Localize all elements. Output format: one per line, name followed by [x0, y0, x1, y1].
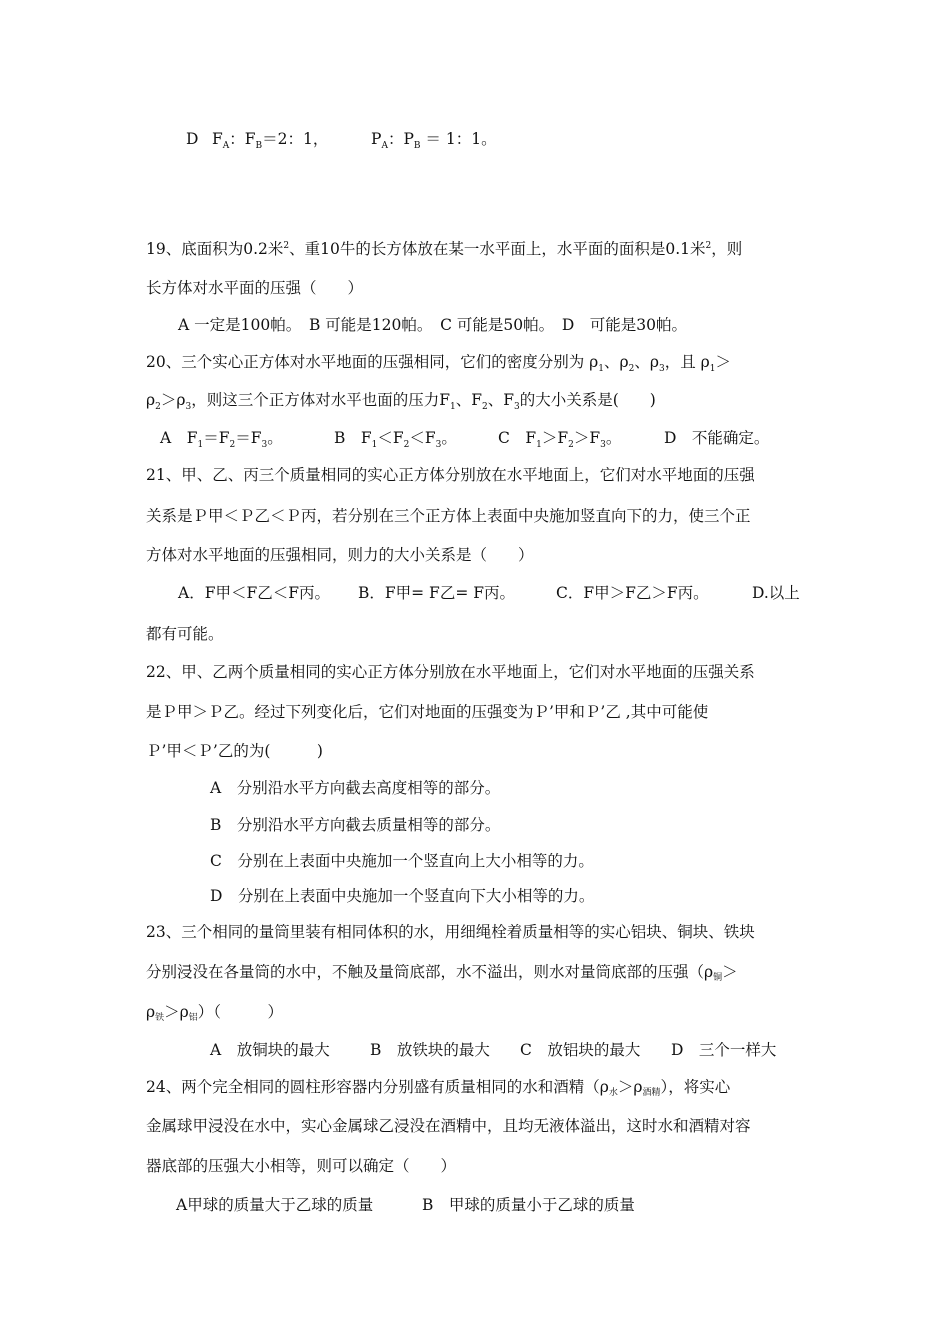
q22-option-d: D 分别在上表面中央施加一个竖直向下大小相等的力。	[210, 887, 595, 905]
q21-line-5: 都有可能。	[146, 625, 224, 643]
q19-stem-line-1: 19、底面积为0.2米$^2$、重10牛的长方体放在某一水平面上，水平面的面积是0.1米$^2$，则	[146, 240, 743, 258]
q20-option-b: B $F_1<F_2<F_3$。	[334, 429, 457, 451]
q23-stem-line-2: 分别浸没在各量筒的水中，不触及量筒底部，水不溢出，则水对量筒底部的压强（ρ铜＞	[146, 963, 738, 983]
q22-stem-line-2: 是Ｐ甲＞Ｐ乙。经过下列变化后，它们对地面的压强变为Ｐ’甲和Ｐ’乙 ,其中可能使	[146, 703, 709, 721]
q24-stem-line-1: 24、两个完全相同的圆柱形容器内分别盛有质量相同的水和酒精（ρ水＞ρ酒精），将实心	[146, 1078, 731, 1098]
q21-option-b: B．F甲= F乙= F丙。	[358, 584, 515, 602]
q19-stem-line-2: 长方体对水平面的压强（ ）	[146, 279, 364, 297]
q21-stem-line-2: 关系是Ｐ甲＜Ｐ乙＜Ｐ丙，若分别在三个正方体上表面中央施加竖直向下的力，使三个正	[146, 507, 751, 525]
q20-option-c: C $F_1>F_2>F_3$。	[498, 429, 622, 451]
q20-option-a: A $F_1=F_2=F_3$。	[160, 429, 283, 451]
q21-stem-line-1: 21、甲、乙、丙三个质量相同的实心正方体分别放在水平地面上，它们对水平地面的压强	[146, 466, 755, 484]
q21-stem-line-3: 方体对水平地面的压强相同，则力的大小关系是（ ）	[146, 546, 534, 564]
q21-option-c: C．F甲＞F乙＞F丙。	[556, 584, 709, 602]
q24-option-b: B 甲球的质量小于乙球的质量	[422, 1196, 635, 1214]
q23-option-c: C 放铝块的最大	[520, 1041, 641, 1059]
q22-stem-line-3: Ｐ’甲＜Ｐ’乙的为( )	[146, 742, 323, 760]
q24-stem-line-2: 金属球甲浸没在水中，实心金属球乙浸没在酒精中，且均无液体溢出，这时水和酒精对容	[146, 1117, 751, 1135]
q23-stem-line-1: 23、三个相同的量筒里装有相同体积的水，用细绳栓着质量相等的实心铝块、铜块、铁块	[146, 923, 755, 941]
q23-option-a: A 放铜块的最大	[210, 1041, 330, 1059]
q23-option-d: D 三个一样大	[671, 1041, 777, 1059]
q22-option-c: C 分别在上表面中央施加一个竖直向上大小相等的力。	[210, 852, 594, 870]
q24-option-a: A甲球的质量大于乙球的质量	[176, 1196, 374, 1214]
q23-option-b: B 放铁块的最大	[370, 1041, 490, 1059]
q21-option-d: D.以上	[752, 584, 800, 602]
q24-stem-line-3: 器底部的压强大小相等，则可以确定（ ）	[146, 1157, 457, 1175]
q21-option-a: A．F甲＜F乙＜F丙。	[178, 584, 330, 602]
q22-stem-line-1: 22、甲、乙两个质量相同的实心正方体分别放在水平地面上，它们对水平地面的压强关系	[146, 663, 755, 681]
q22-option-b: B 分别沿水平方向截去质量相等的部分。	[210, 816, 501, 834]
q20-option-d: D 不能确定。	[664, 429, 770, 447]
q23-stem-line-3: ρ铁＞ρ铝）（ ）	[146, 1003, 284, 1023]
q20-stem-line-1: 20、三个实心正方体对水平地面的压强相同，它们的密度分别为 $\rho_1$、$\rho_2$、$\rho_3$，且 $\rho_1>$	[146, 353, 732, 375]
q22-option-a: A 分别沿水平方向截去高度相等的部分。	[210, 779, 501, 797]
q20-stem-line-2: $\rho_2>\rho_3$，则这三个正方体对水平也面的压力$F_1$、$F_2$、$F_3$的大小关系是( )	[146, 391, 656, 413]
q19-options: A 一定是100帕。 B 可能是120帕。 C 可能是50帕。 D 可能是30帕。	[178, 316, 688, 334]
